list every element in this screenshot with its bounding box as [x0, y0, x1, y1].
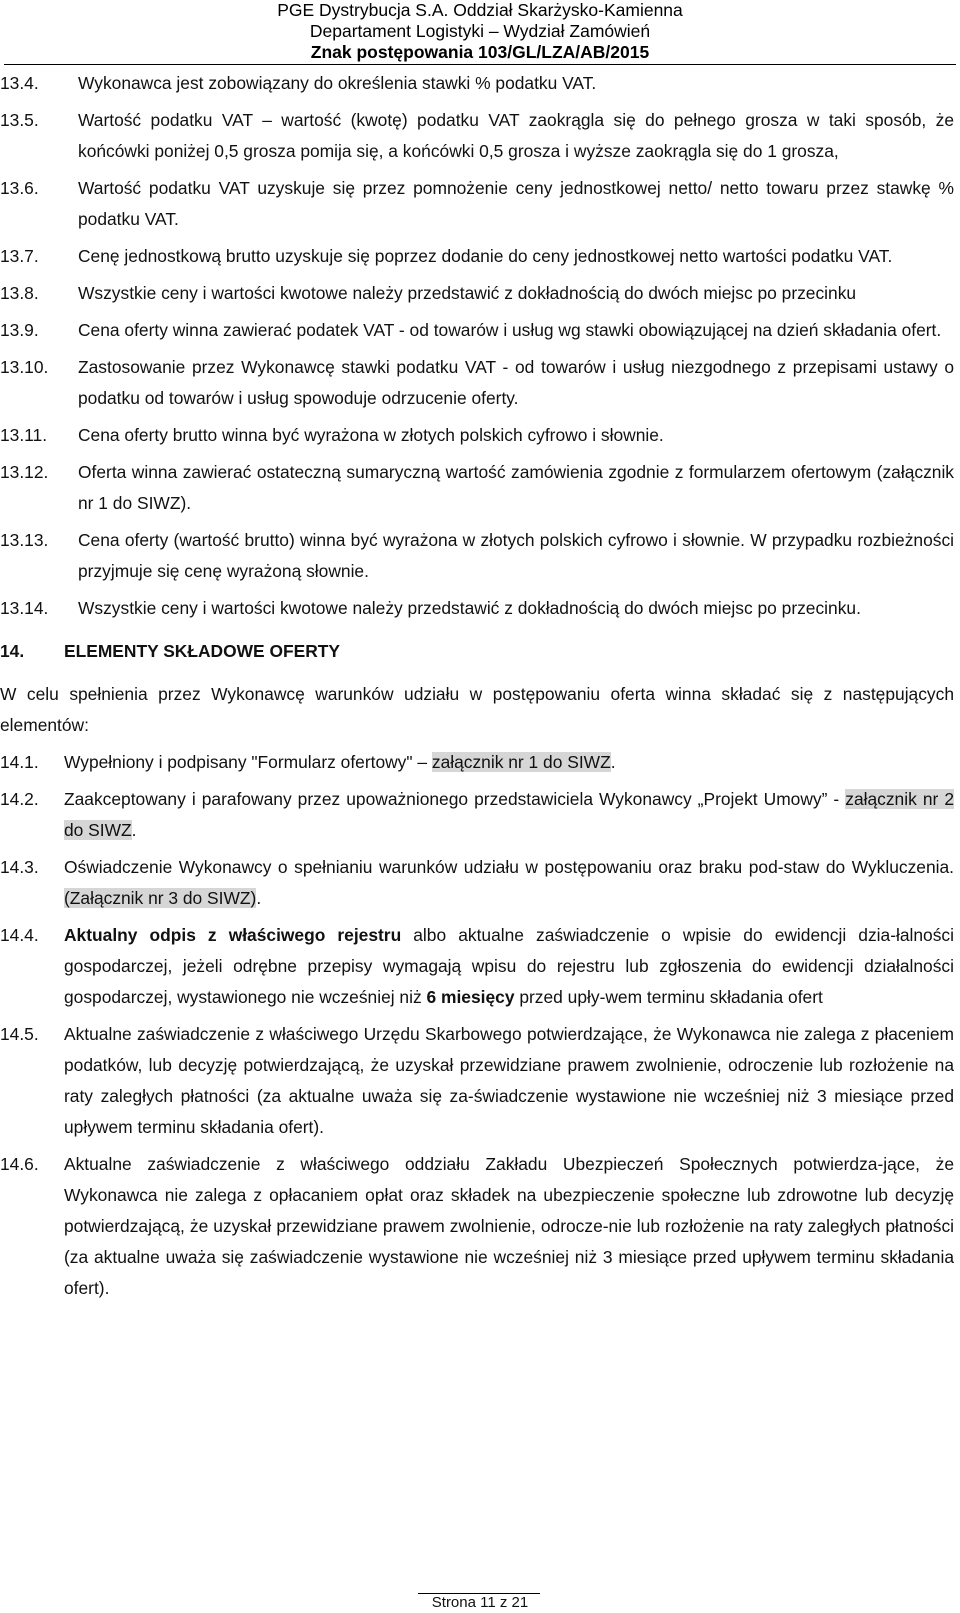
item-number: 13.13. — [0, 530, 49, 550]
item-text: Cena oferty (wartość brutto) winna być wyrażona w złotych polskich cyfrowo i słownie. W przypadku rozbieżności przyjmuje się cenę wyrażoną słownie. — [78, 530, 954, 581]
item-number: 14.6. — [0, 1154, 39, 1174]
header-case-number: Znak postępowania 103/GL/LZA/AB/2015 — [310, 42, 650, 62]
item-number: 14.4. — [0, 925, 39, 945]
list-item-13-9 — [0, 315, 954, 346]
item-number: 13.6. — [0, 178, 39, 198]
item-text: Zaakceptowany i parafowany przez upoważnionego przedstawiciela Wykonawcy „Projekt Umowy” - — [64, 789, 846, 809]
section-14-number: 14. — [0, 641, 25, 661]
item-number: 13.14. — [0, 598, 49, 618]
item-number: 14.1. — [0, 752, 39, 772]
item-text-end: . — [131, 820, 137, 840]
section-14-heading — [0, 636, 960, 667]
page-number: Strona 11 z 21 — [431, 1594, 529, 1611]
item-number: 13.7. — [0, 246, 39, 266]
item-text-end: . — [256, 888, 262, 908]
item-text-end: . — [610, 752, 616, 772]
list-item-13-7 — [0, 241, 954, 272]
item-number: 13.11. — [0, 425, 48, 445]
list-item-13-12 — [0, 457, 954, 519]
page-header — [0, 0, 960, 63]
header-company: PGE Dystrybucja S.A. Oddział Skarżysko-Kamienna — [277, 0, 683, 20]
item-text: albo aktualne zaświadczenie o wpisie do ewidencji dzia-łalności gospodarczej, jeżeli odrębne przepisy wymagają wpisu do rejestru lub zgłoszenia do ewidencji działalności gospodarczej, wystawionego nie wcześniej niż — [64, 925, 954, 1007]
section-14-title: ELEMENTY SKŁADOWE OFERTY — [64, 641, 341, 661]
item-text: Aktualne zaświadczenie z właściwego Urzędu Skarbowego potwierdzające, że Wykonawca nie zalega z płaceniem podatków, lub decyzję potwierdzającą, że uzyskał przewidziane prawem zwolnienie, odroczenie lub rozłożenie na raty zaległych płatności (za aktualne uważa się za-świadczenie wystawione nie wcześniej niż 3 miesiące przed upływem terminu składania ofert). — [64, 1024, 954, 1137]
list-item-14-2 — [0, 784, 954, 846]
attachment-reference: (Załącznik nr 3 do SIWZ) — [64, 888, 257, 908]
section-13-list — [0, 68, 960, 624]
item-text: Wszystkie ceny i wartości kwotowe należy przedstawić z dokładnością do dwóch miejsc po przecinku — [78, 283, 857, 303]
document-body — [0, 68, 960, 1304]
section-14-intro: W celu spełnienia przez Wykonawcę warunków udziału w postępowaniu oferta winna składać się z następujących elementów: — [0, 684, 954, 735]
item-text: Cena oferty brutto winna być wyrażona w złotych polskich cyfrowo i słownie. — [78, 425, 664, 445]
list-item-13-8 — [0, 278, 954, 309]
list-item-13-13 — [0, 525, 954, 587]
item-number: 13.4. — [0, 73, 39, 93]
list-item-13-6 — [0, 173, 954, 235]
item-text-end: przed upły-wem terminu składania ofert — [514, 987, 823, 1007]
list-item-14-6 — [0, 1149, 954, 1304]
list-item-13-11 — [0, 420, 954, 451]
item-text: Wykonawca jest zobowiązany do określenia stawki % podatku VAT. — [78, 73, 597, 93]
item-text: Oferta winna zawierać ostateczną sumaryczną wartość zamówienia zgodnie z formularzem ofertowym (załącznik nr 1 do SIWZ). — [78, 462, 954, 513]
list-item-14-5 — [0, 1019, 954, 1143]
item-text-bold: Aktualny odpis z właściwego rejestru — [64, 925, 402, 945]
item-number: 13.5. — [0, 110, 39, 130]
item-number: 14.3. — [0, 857, 39, 877]
item-text: Zastosowanie przez Wykonawcę stawki podatku VAT - od towarów i usług niezgodnego z przepisami ustawy o podatku od towarów i usług spowoduje odrzucenie oferty. — [78, 357, 954, 408]
list-item-13-14 — [0, 593, 954, 624]
item-text: Cenę jednostkową brutto uzyskuje się poprzez dodanie do ceny jednostkowej netto wartości podatku VAT. — [78, 246, 893, 266]
list-item-13-4 — [0, 68, 954, 99]
item-text: Wartość podatku VAT – wartość (kwotę) podatku VAT zaokrągla się do pełnego grosza w taki sposób, że końcówki poniżej 0,5 grosza pomija się, a końcówki 0,5 grosza i wyższe zaokrągla się do 1 grosza, — [78, 110, 954, 161]
item-number: 13.8. — [0, 283, 39, 303]
header-divider — [4, 64, 956, 65]
item-text: Cena oferty winna zawierać podatek VAT - od towarów i usług wg stawki obowiązującej na dzień składania ofert. — [78, 320, 942, 340]
item-number: 14.2. — [0, 789, 39, 809]
item-text-bold-period: 6 miesięcy — [426, 987, 515, 1007]
item-number: 14.5. — [0, 1024, 39, 1044]
item-text: Aktualne zaświadczenie z właściwego oddziału Zakładu Ubezpieczeń Społecznych potwierdza-jące, że Wykonawca nie zalega z opłacaniem opłat oraz składek na ubezpieczenie społeczne lub zdrowotne lub decyzję potwierdzającą, że uzyskał przewidziane prawem zwolnienie, odrocze-nie lub rozłożenie na raty zaległych płatności (za aktualne uważa się zaświadczenie wystawione nie wcześniej niż 3 miesiące przed upływem terminu składania ofert). — [64, 1154, 954, 1298]
item-number: 13.9. — [0, 320, 39, 340]
list-item-14-1 — [0, 747, 954, 778]
attachment-reference: załącznik nr 2 do SIWZ — [64, 789, 954, 840]
list-item-13-5 — [0, 105, 954, 167]
attachment-reference: załącznik nr 1 do SIWZ — [431, 752, 611, 772]
item-text: Wartość podatku VAT uzyskuje się przez pomnożenie ceny jednostkowej netto/ netto towaru przez stawkę % podatku VAT. — [78, 178, 954, 229]
list-item-14-4 — [0, 920, 954, 1013]
header-department: Departament Logistyki – Wydział Zamówień — [309, 21, 651, 41]
item-number: 13.12. — [0, 462, 49, 482]
item-text: Oświadczenie Wykonawcy o spełnianiu warunków udziału w postępowaniu oraz braku pod-staw do Wykluczenia. — [64, 857, 954, 877]
item-number: 13.10. — [0, 357, 49, 377]
list-item-13-10 — [0, 352, 954, 414]
item-text: Wszystkie ceny i wartości kwotowe należy przedstawić z dokładnością do dwóch miejsc po przecinku. — [78, 598, 861, 618]
item-text: Wypełniony i podpisany "Formularz ofertowy" – — [64, 752, 432, 772]
list-item-14-3 — [0, 852, 954, 914]
